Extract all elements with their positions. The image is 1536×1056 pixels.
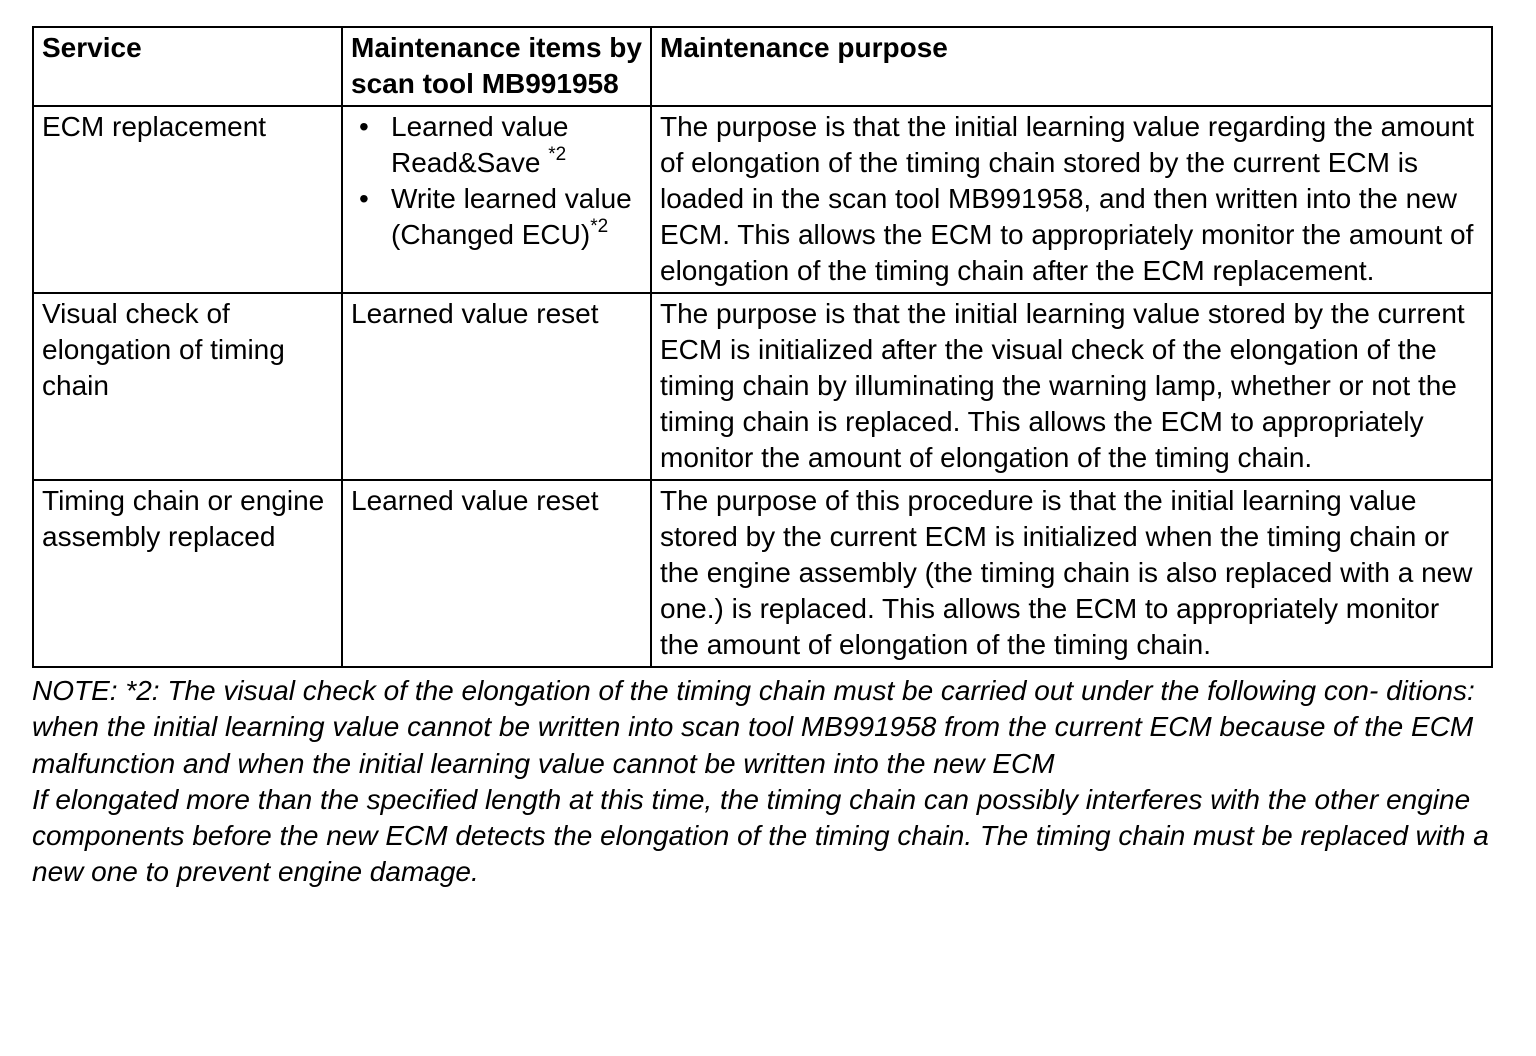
bullet-icon: •: [359, 111, 369, 142]
list-item: [359, 109, 642, 181]
service-cell: Visual check of elongation of timing chain: [33, 293, 342, 480]
items-list: [351, 109, 642, 253]
header-service: Service: [33, 27, 342, 106]
footnote-ref: *2: [590, 215, 609, 237]
items-cell: Learned value reset: [342, 480, 651, 667]
items-cell: Learned value reset: [342, 293, 651, 480]
table-row: [33, 480, 1492, 667]
document-page: [32, 26, 1491, 891]
bullet-icon: •: [359, 183, 369, 214]
items-cell: [342, 106, 651, 293]
service-cell: ECM replacement: [33, 106, 342, 293]
footnote-block: [32, 673, 1491, 891]
maintenance-table: [32, 26, 1493, 668]
list-item: [359, 181, 642, 253]
service-cell: Timing chain or engine assembly replaced: [33, 480, 342, 667]
footnote-text: NOTE: *2: The visual check of the elongation of the timing chain must be carried out under the following con- ditions: when the initial learning value cannot be written into scan tool MB991958 from the current ECM because of the ECM malfunction and when the initial learning value cannot be written into the new ECM: [32, 675, 1475, 779]
table-row: [33, 106, 1492, 293]
table-row: [33, 293, 1492, 480]
item-text: Write learned value (Changed ECU): [391, 183, 632, 250]
header-maintenance-purpose: Maintenance purpose: [651, 27, 1492, 106]
item-text: Learned value Read&Save: [391, 111, 569, 178]
purpose-cell: The purpose of this procedure is that the initial learning value stored by the current ECM is initialized when the timing chain or the engine assembly (the timing chain is also replaced with a new one.) is replaced. This allows the ECM to appropriately monitor the amount of elongation of the timing chain.: [651, 480, 1492, 667]
header-maintenance-items: Maintenance items by scan tool MB991958: [342, 27, 651, 106]
footnote-warning-text: If elongated more than the specified length at this time, the timing chain can possibly interferes with the other engine components before the new ECM detects the elongation of the timing chain. The timing chain must be replaced with a new one to prevent engine damage.: [32, 783, 1489, 888]
purpose-cell: The purpose is that the initial learning value regarding the amount of elongation of the timing chain stored by the current ECM is loaded in the scan tool MB991958, and then written into the new ECM. This allows the ECM to appropriately monitor the amount of elongation of the timing chain after the ECM replacement.: [651, 106, 1492, 293]
table-header-row: [33, 27, 1492, 106]
footnote-ref: *2: [548, 143, 567, 165]
purpose-cell: The purpose is that the initial learning value stored by the current ECM is initialized after the visual check of the elongation of the timing chain by illuminating the warning lamp, whether or not the timing chain is replaced. This allows the ECM to appropriately monitor the amount of elongation of the timing chain.: [651, 293, 1492, 480]
